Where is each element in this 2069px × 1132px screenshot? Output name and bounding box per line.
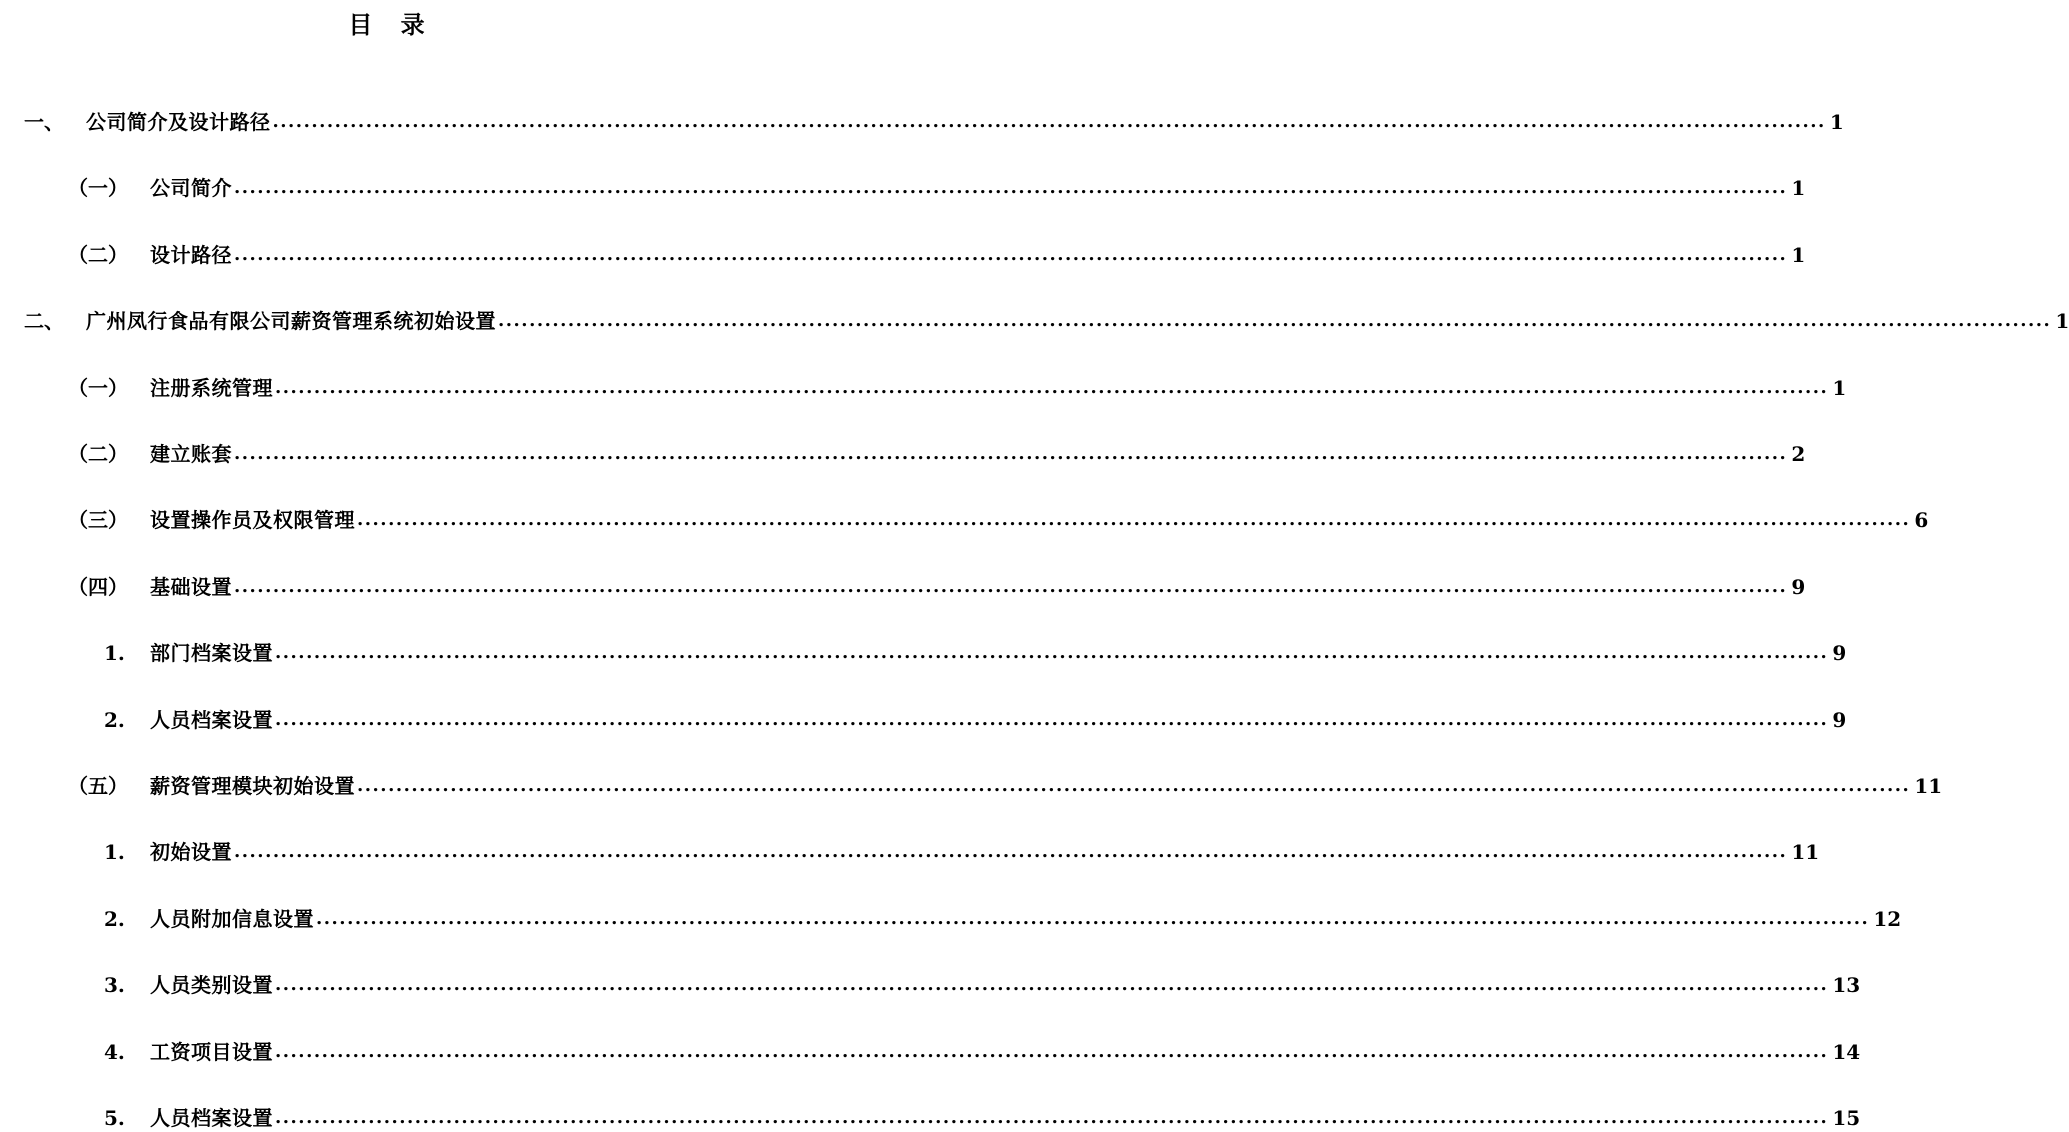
toc-entry-title: 公司简介及设计路径 (86, 110, 271, 134)
toc-entry-page-number: 11 (1914, 774, 1943, 798)
toc-entry-page-number: 6 (1914, 508, 1929, 533)
toc-entry-title: 人员附加信息设置 (150, 906, 314, 931)
toc-dot-leader: ........................................................................................................................................................................................................ (316, 907, 1870, 929)
toc-entry[interactable] (104, 830, 1820, 866)
toc-entry-page-number: 1 (1832, 375, 1847, 400)
toc-entry[interactable] (68, 432, 1806, 468)
toc-dot-leader: ........................................................................................................................................................................................................ (275, 1107, 1829, 1128)
toc-entry-number: 一、 (24, 110, 64, 134)
toc-entry-number: 5. (104, 1106, 125, 1130)
toc-dot-leader: ........................................................................................................................................................................................................ (275, 708, 1829, 730)
toc-entry-title: 基础设置 (150, 574, 232, 599)
toc-entry-page-number: 11 (1791, 840, 1820, 865)
toc-entry-page-number: 12 (1873, 906, 1902, 931)
toc-entry-number: 3. (104, 973, 125, 998)
toc-dot-leader: ........................................................................................................................................................................................................ (275, 376, 1829, 398)
toc-dot-leader: ........................................................................................................................................................................................................ (275, 974, 1829, 996)
toc-entry-page-number: 2 (1791, 442, 1806, 466)
toc-entry[interactable] (104, 698, 1847, 734)
toc-entry-title: 建立账套 (150, 442, 232, 466)
toc-entry[interactable] (24, 100, 1844, 136)
toc-entry-number: 1. (104, 840, 125, 865)
toc-entry-title: 人员类别设置 (150, 973, 273, 998)
toc-entry-number: （五） (68, 774, 128, 798)
toc-entry-number: 2. (104, 707, 125, 732)
toc-entry[interactable] (104, 963, 1861, 999)
toc-entry-title: 部门档案设置 (150, 641, 273, 666)
toc-entry-number: （二） (68, 242, 128, 267)
toc-entry-page-number: 9 (1791, 574, 1806, 599)
toc-dot-leader: ........................................................................................................................................................................................................ (234, 177, 1788, 199)
toc-entry-page-number: 1 (2055, 309, 2069, 334)
toc-entry[interactable] (68, 166, 1806, 202)
toc-entry[interactable] (68, 498, 1929, 534)
toc-entry-page-number: 15 (1832, 1106, 1861, 1130)
toc-entry[interactable] (104, 897, 1902, 933)
toc-entry-page-number: 14 (1832, 1039, 1861, 1064)
toc-entry[interactable] (68, 366, 1847, 402)
toc-dot-leader: ........................................................................................................................................................................................................ (275, 1040, 1829, 1062)
toc-entry-title: 注册系统管理 (150, 375, 273, 400)
toc-entry-title: 薪资管理模块初始设置 (150, 774, 355, 798)
toc-entry-number: 4. (104, 1039, 125, 1064)
toc-entry-title: 人员档案设置 (150, 707, 273, 732)
toc-entry[interactable] (68, 233, 1806, 269)
toc-entry[interactable] (68, 565, 1806, 601)
toc-entry-page-number: 9 (1832, 707, 1847, 732)
toc-title: 目 录 (348, 11, 435, 39)
toc-entry[interactable] (68, 764, 1943, 800)
toc-entry-number: （一） (68, 375, 128, 400)
toc-entry-title: 工资项目设置 (150, 1039, 273, 1064)
toc-entry-number: 1. (104, 641, 125, 666)
toc-entry-page-number: 1 (1791, 176, 1806, 201)
toc-entry-page-number: 1 (1791, 242, 1806, 267)
toc-entry[interactable] (104, 1030, 1861, 1066)
toc-entry[interactable] (104, 1096, 1861, 1132)
toc-entry-title: 初始设置 (150, 840, 232, 865)
toc-entry-number: （三） (68, 508, 128, 533)
toc-entry-number: 二、 (24, 309, 64, 334)
toc-entry-number: （四） (68, 574, 128, 599)
toc-dot-leader: ........................................................................................................................................................................................................ (275, 642, 1829, 664)
toc-entry-title: 设计路径 (150, 242, 232, 267)
toc-dot-leader: ........................................................................................................................................................................................................ (498, 310, 2052, 332)
toc-entry-title: 广州凤行食品有限公司薪资管理系统初始设置 (86, 309, 496, 334)
toc-dot-leader: ........................................................................................................................................................................................................ (234, 243, 1788, 265)
toc-dot-leader: ........................................................................................................................................................................................................ (357, 509, 1911, 531)
toc-entry-title: 公司简介 (150, 176, 232, 201)
toc-entry-title: 设置操作员及权限管理 (150, 508, 355, 533)
toc-entry-number: （一） (68, 176, 128, 201)
toc-dot-leader: ........................................................................................................................................................................................................ (272, 111, 1826, 132)
toc-entry-number: （二） (68, 442, 128, 466)
toc-entry-number: 2. (104, 906, 125, 931)
toc-entry-title: 人员档案设置 (150, 1106, 273, 1130)
toc-dot-leader: ........................................................................................................................................................................................................ (357, 775, 1911, 796)
toc-dot-leader: ........................................................................................................................................................................................................ (234, 841, 1788, 863)
toc-entry-page-number: 9 (1832, 641, 1847, 666)
toc-dot-leader: ........................................................................................................................................................................................................ (234, 443, 1788, 464)
toc-dot-leader: ........................................................................................................................................................................................................ (234, 575, 1788, 597)
toc-entry[interactable] (24, 299, 2069, 335)
toc-entry[interactable] (104, 631, 1847, 667)
toc-entry-page-number: 13 (1832, 973, 1861, 998)
toc-entry-page-number: 1 (1829, 110, 1844, 134)
